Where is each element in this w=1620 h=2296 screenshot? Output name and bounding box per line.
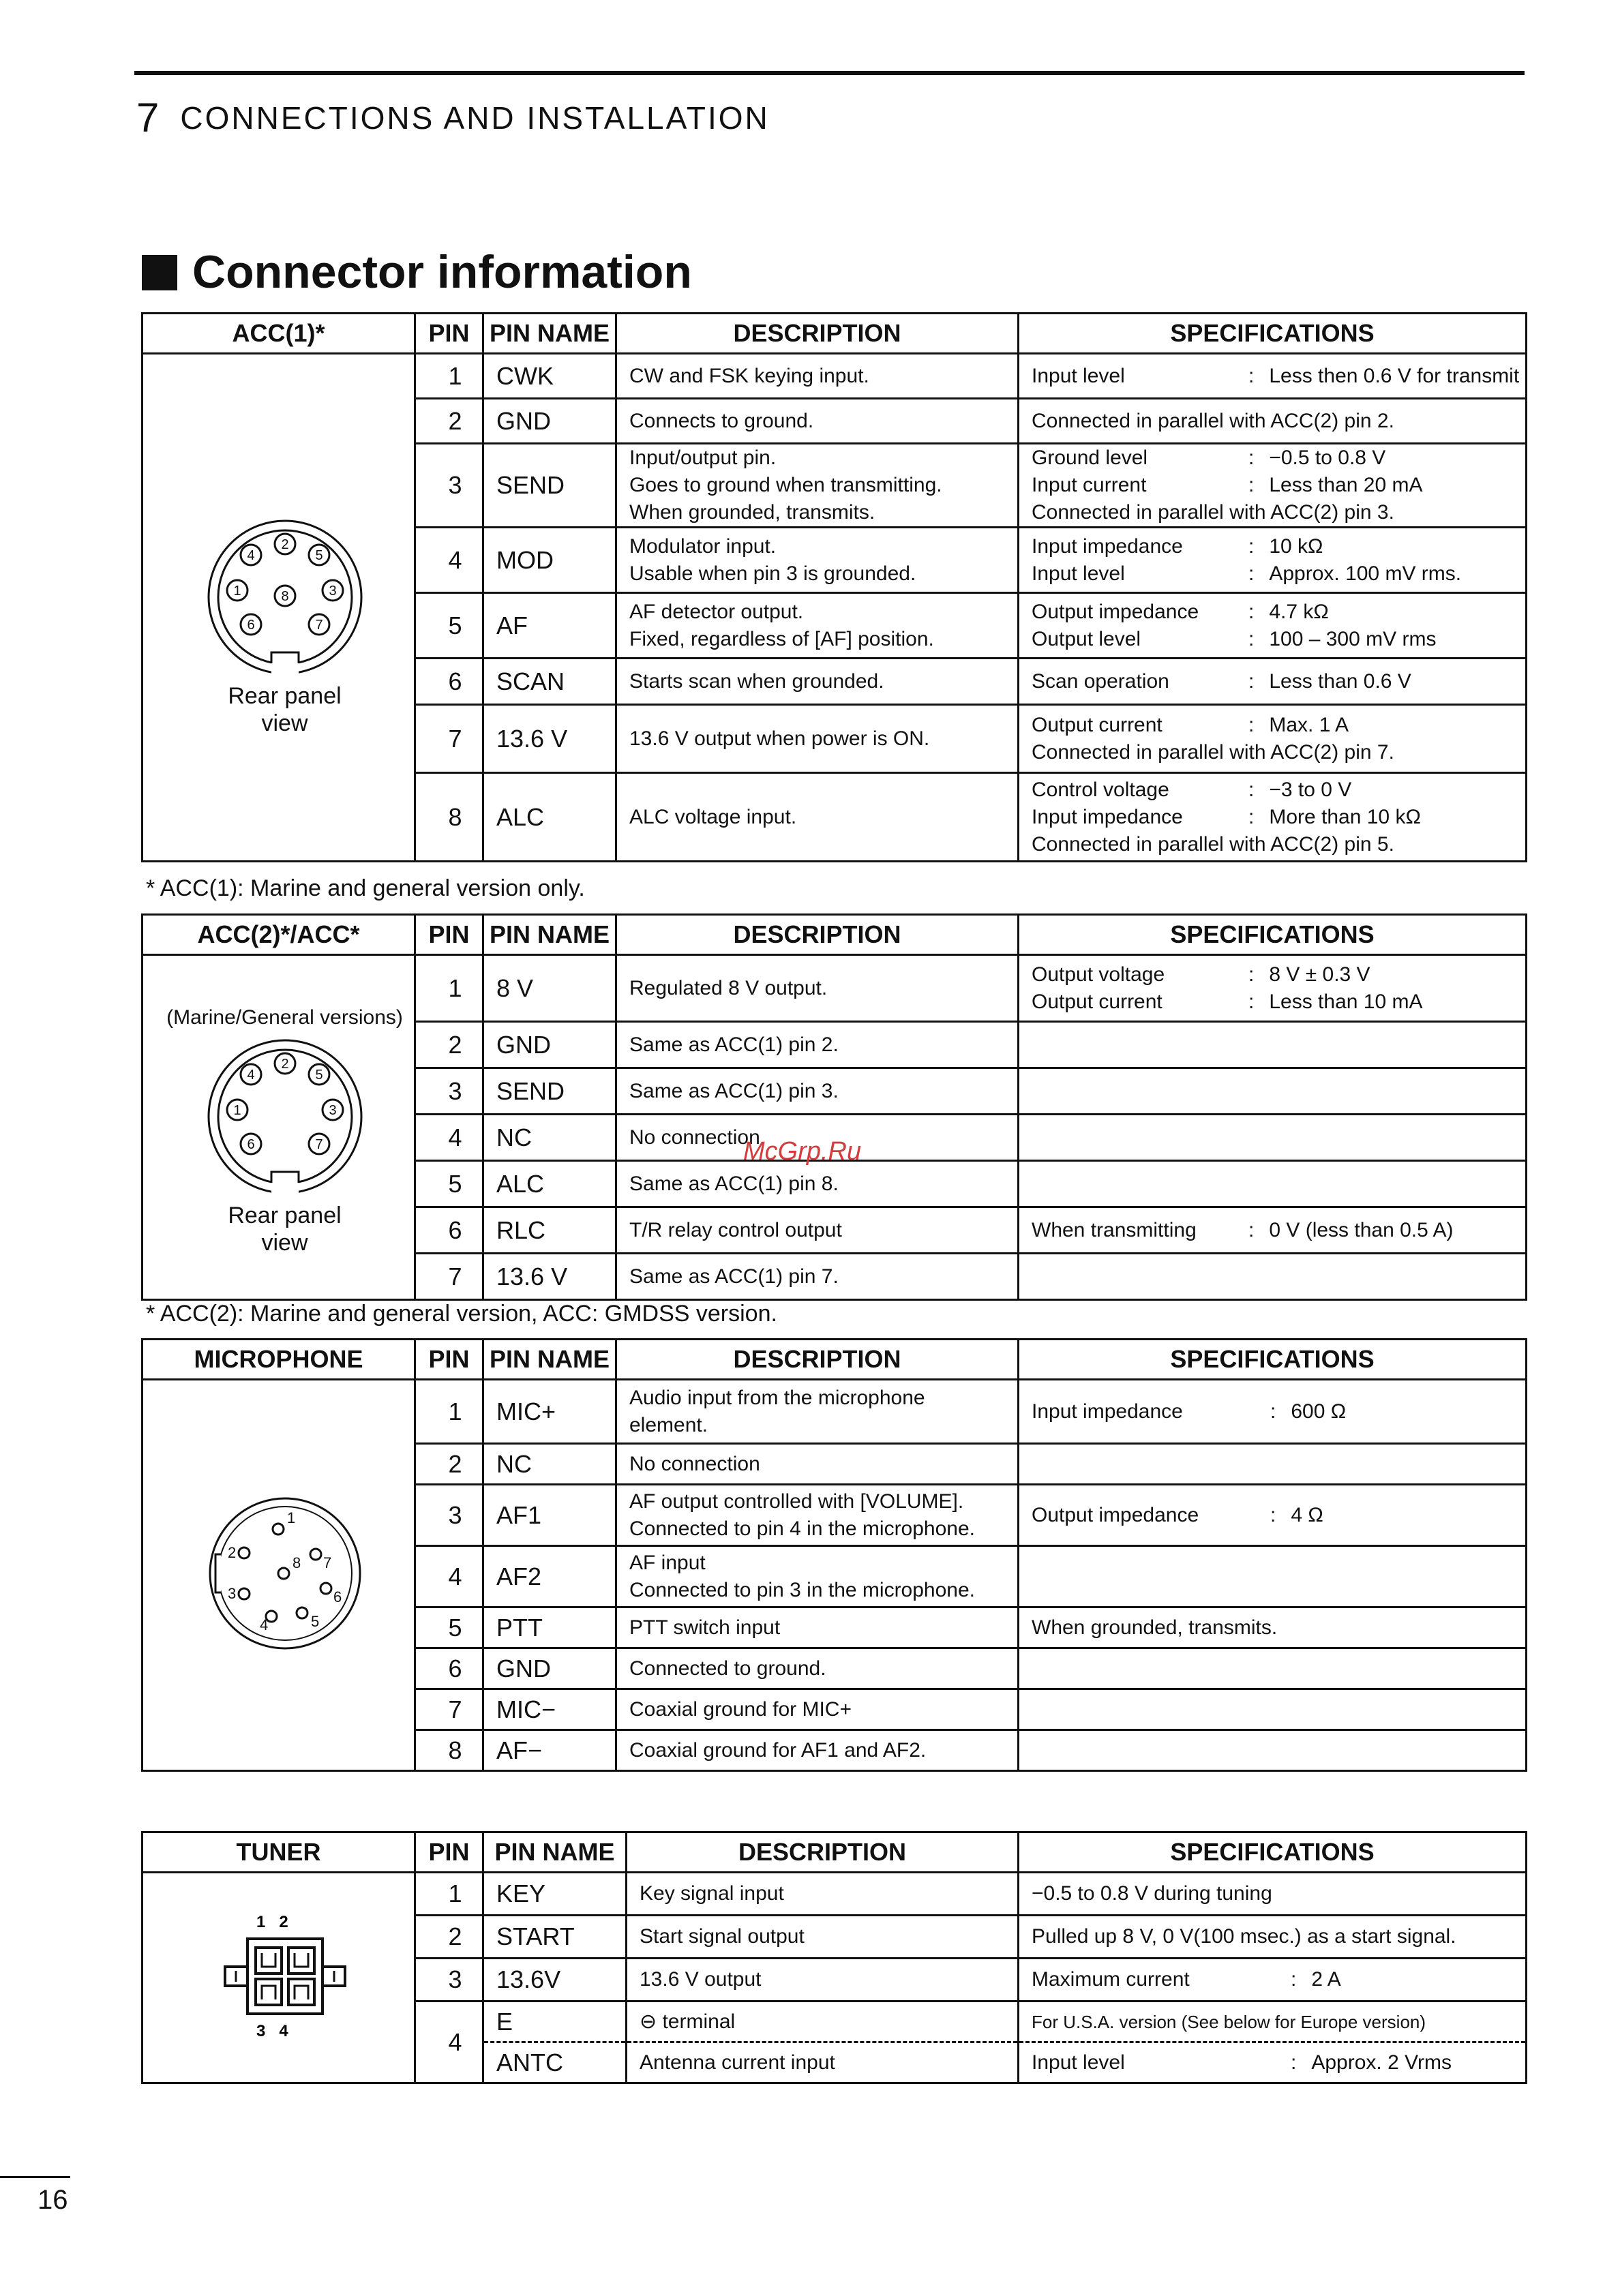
spec-value: More than 10 kΩ [1269, 805, 1421, 828]
pin-number: 2 [415, 1916, 483, 1959]
connector-caption: view [261, 1230, 308, 1256]
spec-label: Output voltage [1032, 963, 1165, 986]
acc1-table [141, 312, 1527, 862]
pin-number: 8 [415, 773, 483, 862]
pin-name: GND [483, 1022, 616, 1068]
watermark: McGrp.Ru [743, 1137, 862, 1166]
pin-number: 3 [415, 444, 483, 528]
svg-text:7: 7 [314, 618, 323, 633]
mic-connector-icon [203, 1492, 367, 1655]
pin-description [616, 1485, 1019, 1546]
pin-description [616, 1254, 1019, 1300]
spec-value: Less than 20 mA [1269, 474, 1423, 496]
pin-description [616, 1380, 1019, 1444]
spec-value: Approx. 2 Vrms [1311, 2051, 1452, 2074]
pin-number: 3 [415, 1959, 483, 2002]
pin-number: 5 [415, 1161, 483, 1207]
description-line: Input/output pin. [629, 447, 777, 469]
pin-name: GND [483, 399, 616, 444]
din-connector-icon [203, 1035, 367, 1198]
pin-number: 1 [415, 1873, 483, 1916]
specification-line: Output level : 100 – 300 mV rms [1032, 626, 1525, 653]
pin-specification [1019, 659, 1527, 705]
pin-description [616, 1607, 1019, 1648]
spec-value: 0 V (less than 0.5 A) [1269, 1218, 1454, 1241]
svg-text:7: 7 [314, 1137, 323, 1152]
spec-value: −0.5 to 0.8 V [1269, 447, 1386, 469]
pin-name: CWK [483, 354, 616, 399]
mic-header-connector: MICROPHONE [142, 1340, 415, 1380]
pin-description [616, 528, 1019, 593]
svg-text:1: 1 [232, 1103, 241, 1118]
tuner-pin-labels-bottom: 3 4 [256, 2021, 288, 2040]
tuner-header-pin: PIN [415, 1832, 483, 1873]
pin-specification: −0.5 to 0.8 V during tuning [1019, 1873, 1527, 1916]
pin-description [616, 444, 1019, 528]
tuner-header-row [142, 1832, 1527, 1873]
pin-description: Start signal output [627, 1916, 1019, 1959]
description-line: CW and FSK keying input. [629, 364, 869, 387]
pin-specification [1019, 354, 1527, 399]
pin-specification [1019, 1730, 1527, 1771]
pin-description [616, 955, 1019, 1022]
acc2-header-specifications: SPECIFICATIONS [1019, 915, 1527, 955]
specification-line: When grounded, transmits. [1032, 1616, 1278, 1639]
description-line: Regulated 8 V output. [629, 976, 828, 999]
pin-number: 7 [415, 1689, 483, 1730]
pin-specification: Maximum current : 2 A [1019, 1959, 1527, 2002]
tuner-table [141, 1831, 1527, 2084]
spec-value: 8 V ± 0.3 V [1269, 963, 1370, 986]
svg-text:3: 3 [227, 1585, 236, 1602]
pin-description [616, 1546, 1019, 1607]
description-line: Connects to ground. [629, 409, 814, 432]
chapter-number: 7 [136, 95, 162, 140]
svg-text:8: 8 [292, 1554, 301, 1571]
description-line: Coaxial ground for AF1 and AF2. [629, 1738, 927, 1762]
description-line: When grounded, transmits. [629, 501, 875, 524]
spec-label: Input impedance [1032, 534, 1183, 558]
spec-value: Max. 1 A [1269, 713, 1349, 736]
spec-value: 100 – 300 mV rms [1269, 627, 1437, 650]
spec-label: Maximum current [1032, 1968, 1190, 1991]
svg-text:5: 5 [314, 548, 323, 563]
mic-header-row [142, 1340, 1527, 1380]
svg-text:6: 6 [246, 618, 255, 633]
connector-caption: view [261, 710, 308, 736]
spec-value: 2 A [1311, 1968, 1341, 1991]
acc1-header-connector: ACC(1)* [142, 314, 415, 354]
svg-text:2: 2 [280, 537, 289, 552]
pin-description [616, 1689, 1019, 1730]
pin-number: 4 [415, 1115, 483, 1161]
pin-description [616, 1022, 1019, 1068]
pin-number: 4 [415, 528, 483, 593]
description-line: AF input [629, 1551, 706, 1574]
pin-name: AF− [483, 1730, 616, 1771]
spec-value: −3 to 0 V [1269, 778, 1352, 801]
description-line: AF output controlled with [VOLUME]. [629, 1490, 964, 1513]
description-line: No connection [629, 1126, 760, 1149]
pin-specification [1019, 1161, 1527, 1207]
pin-number: 4 [415, 2002, 483, 2083]
pin-specification [1019, 1444, 1527, 1485]
description-line: Goes to ground when transmitting. [629, 474, 942, 496]
mic-header-description: DESCRIPTION [616, 1340, 1019, 1380]
pin-description [616, 705, 1019, 773]
tuner-connector-diagram [142, 1873, 415, 2083]
specification-line: Output impedance : 4.7 kΩ [1032, 599, 1525, 626]
header-rule [134, 71, 1525, 75]
pin-name: PTT [483, 1607, 616, 1648]
connector-diagram [142, 1380, 415, 1771]
description-line: Starts scan when grounded. [629, 669, 884, 693]
svg-text:4: 4 [246, 1068, 255, 1083]
pin-description [616, 659, 1019, 705]
pin-description [616, 354, 1019, 399]
description-line: Same as ACC(1) pin 2. [629, 1033, 839, 1056]
tuner-header-pin-name: PIN NAME [483, 1832, 627, 1873]
pin-name: 13.6 V [483, 1254, 616, 1300]
pin-specification [1019, 1607, 1527, 1648]
pin-description [616, 1068, 1019, 1115]
pin-number: 2 [415, 1444, 483, 1485]
pin-description: Key signal input [627, 1873, 1019, 1916]
description-line: 13.6 V output when power is ON. [629, 727, 930, 750]
pin-name: MIC− [483, 1689, 616, 1730]
description-line: Audio input from the microphone [629, 1386, 925, 1409]
svg-text:8: 8 [280, 589, 289, 604]
svg-text:6: 6 [246, 1137, 255, 1152]
description-line: No connection [629, 1452, 760, 1475]
pin-name: SEND [483, 1068, 616, 1115]
pin-number: 1 [415, 1380, 483, 1444]
specification-line: Connected in parallel with ACC(2) pin 3. [1032, 501, 1394, 524]
pin-name: START [483, 1916, 627, 1959]
spec-value: 600 Ω [1291, 1400, 1347, 1423]
svg-text:3: 3 [328, 584, 337, 599]
svg-text:4: 4 [259, 1616, 268, 1633]
pin-name: NC [483, 1444, 616, 1485]
pin-name: RLC [483, 1207, 616, 1254]
pin-number: 7 [415, 1254, 483, 1300]
description-line: element. [629, 1413, 708, 1436]
specification-line: Input level : Approx. 100 mV rms. [1032, 560, 1525, 588]
spec-label: Output impedance [1032, 1503, 1199, 1526]
chapter-title: CONNECTIONS AND INSTALLATION [180, 100, 770, 136]
pin-specification [1019, 1546, 1527, 1607]
specification-line: Output current : Max. 1 A [1032, 712, 1525, 739]
pin-specification [1019, 593, 1527, 659]
specification-line: Ground level : −0.5 to 0.8 V [1032, 444, 1525, 472]
specification-line: Input impedance : 600 Ω [1032, 1398, 1525, 1425]
pin-description [616, 1648, 1019, 1689]
specification-line: Output impedance : 4 Ω [1032, 1502, 1525, 1529]
spec-value: Less than 0.6 V [1269, 669, 1411, 693]
specification-line: Connected in parallel with ACC(2) pin 5. [1032, 832, 1394, 856]
chapter-heading [136, 94, 770, 141]
pin-specification [1019, 1207, 1527, 1254]
pin-specification [1019, 1648, 1527, 1689]
specification-line: Scan operation : Less than 0.6 V [1032, 668, 1525, 695]
pin-number: 6 [415, 1648, 483, 1689]
specification-line: Connected in parallel with ACC(2) pin 2. [1032, 409, 1394, 432]
pin-number: 2 [415, 399, 483, 444]
connector-caption: Rear panel [228, 683, 342, 709]
description-line: ALC voltage input. [629, 805, 797, 828]
spec-value: Approx. 100 mV rms. [1269, 562, 1462, 585]
spec-label: Scan operation [1032, 669, 1169, 693]
tuner-header-connector: TUNER [142, 1832, 415, 1873]
description-line: Coaxial ground for MIC+ [629, 1697, 852, 1721]
pin-description [616, 1730, 1019, 1771]
microphone-table [141, 1338, 1527, 1772]
spec-label: Output level [1032, 627, 1141, 650]
pin-description [616, 1444, 1019, 1485]
svg-text:2: 2 [280, 1057, 289, 1072]
pin-specification [1019, 1022, 1527, 1068]
pin-description [616, 1207, 1019, 1254]
pin-number: 7 [415, 705, 483, 773]
acc1-header-pin: PIN [415, 314, 483, 354]
pin-number: 3 [415, 1068, 483, 1115]
pin-number: 1 [415, 955, 483, 1022]
pin-specification [1019, 705, 1527, 773]
pin-number: 1 [415, 354, 483, 399]
pin-number: 3 [415, 1485, 483, 1546]
connector-diagram [142, 955, 415, 1300]
acc1-header-pin-name: PIN NAME [483, 314, 616, 354]
pin-name: 13.6V [483, 1959, 627, 2002]
spec-value: 10 kΩ [1269, 534, 1323, 558]
pin-description: Antenna current input [627, 2042, 1019, 2083]
specification-line: Input impedance : More than 10 kΩ [1032, 804, 1525, 831]
pin-name: AF2 [483, 1546, 616, 1607]
table-row [142, 955, 1527, 1022]
pin-name: GND [483, 1648, 616, 1689]
specification-line: Input impedance : 10 kΩ [1032, 533, 1525, 560]
description-line: Connected to pin 3 in the microphone. [629, 1578, 975, 1601]
table-row [142, 1380, 1527, 1444]
pin-name: MIC+ [483, 1380, 616, 1444]
acc1-header-row [142, 314, 1527, 354]
svg-text:2: 2 [227, 1544, 236, 1561]
pin-name: SEND [483, 444, 616, 528]
spec-label: Input current [1032, 474, 1147, 496]
spec-value: 4 Ω [1291, 1503, 1323, 1526]
description-line: Connected to pin 4 in the microphone. [629, 1517, 975, 1540]
pin-description [616, 773, 1019, 862]
pin-specification [1019, 955, 1527, 1022]
pin-specification [1019, 1068, 1527, 1115]
spec-label: Input impedance [1032, 805, 1183, 828]
section-title [142, 245, 692, 299]
specification-line: Output voltage : 8 V ± 0.3 V [1032, 961, 1525, 988]
specification-line: When transmitting : 0 V (less than 0.5 A) [1032, 1217, 1525, 1244]
description-line: Same as ACC(1) pin 8. [629, 1172, 839, 1195]
acc2-table [141, 913, 1527, 1301]
spec-label: Input level [1032, 562, 1125, 585]
mic-header-pin-name: PIN NAME [483, 1340, 616, 1380]
pin-name: E [483, 2002, 627, 2042]
spec-label: Ground level [1032, 447, 1148, 469]
pin-description: ⊖ terminal [627, 2002, 1019, 2042]
pin-name: AF1 [483, 1485, 616, 1546]
connector-subcaption: (Marine/General versions) [166, 1006, 403, 1029]
description-line: Usable when pin 3 is grounded. [629, 562, 916, 585]
section-title-text: Connector information [192, 246, 692, 298]
spec-value: Less than 10 mA [1269, 990, 1423, 1013]
pin-number: 6 [415, 659, 483, 705]
footer-rule [0, 2176, 70, 2178]
specification-line: Control voltage : −3 to 0 V [1032, 776, 1525, 804]
tuner-header-description: DESCRIPTION [627, 1832, 1019, 1873]
page-number: 16 [38, 2185, 68, 2215]
acc1-header-description: DESCRIPTION [616, 314, 1019, 354]
connector-caption: Rear panel [228, 1203, 342, 1228]
pin-name: KEY [483, 1873, 627, 1916]
acc2-header-pin-name: PIN NAME [483, 915, 616, 955]
acc2-header-pin: PIN [415, 915, 483, 955]
acc2-header-description: DESCRIPTION [616, 915, 1019, 955]
tuner-connector-icon [210, 1908, 360, 2044]
mic-header-specifications: SPECIFICATIONS [1019, 1340, 1527, 1380]
spec-label: Input impedance [1032, 1400, 1183, 1423]
spec-label: When transmitting [1032, 1218, 1197, 1241]
pin-specification [1019, 1254, 1527, 1300]
din-connector-icon [203, 515, 367, 679]
pin-name: MOD [483, 528, 616, 593]
svg-text:5: 5 [314, 1068, 323, 1083]
pin-number: 6 [415, 1207, 483, 1254]
pin-specification [1019, 773, 1527, 862]
description-line: Fixed, regardless of [AF] position. [629, 627, 934, 650]
svg-text:4: 4 [246, 548, 255, 563]
description-line: Same as ACC(1) pin 3. [629, 1079, 839, 1102]
pin-name: ALC [483, 773, 616, 862]
pin-number: 4 [415, 1546, 483, 1607]
pin-specification [1019, 1485, 1527, 1546]
spec-label: Input level [1032, 2051, 1125, 2074]
pin-name: 8 V [483, 955, 616, 1022]
pin-name: ALC [483, 1161, 616, 1207]
connector-diagram [142, 354, 415, 862]
pin-specification [1019, 1115, 1527, 1161]
specification-line: Input level : Less then 0.6 V for transmit [1032, 363, 1525, 390]
description-line: PTT switch input [629, 1616, 781, 1639]
spec-label: Control voltage [1032, 778, 1169, 801]
description-line: AF detector output. [629, 600, 804, 623]
description-line: Modulator input. [629, 534, 777, 558]
tuner-pin-labels-top: 1 2 [256, 1912, 288, 1931]
pin-name: SCAN [483, 659, 616, 705]
table-row [142, 354, 1527, 399]
tuner-header-specifications: SPECIFICATIONS [1019, 1832, 1527, 1873]
acc1-note: * ACC(1): Marine and general version only. [146, 875, 585, 901]
spec-label: Output current [1032, 713, 1162, 736]
svg-text:6: 6 [333, 1588, 342, 1605]
svg-text:1: 1 [232, 584, 241, 599]
pin-name: ANTC [483, 2042, 627, 2083]
description-line: Connected to ground. [629, 1657, 826, 1680]
acc2-header-row [142, 915, 1527, 955]
pin-description [616, 399, 1019, 444]
pin-specification [1019, 444, 1527, 528]
mic-header-pin: PIN [415, 1340, 483, 1380]
pin-description: 13.6 V output [627, 1959, 1019, 2002]
pin-number: 5 [415, 593, 483, 659]
acc2-header-connector: ACC(2)*/ACC* [142, 915, 415, 955]
svg-text:5: 5 [310, 1613, 319, 1630]
pin-number: 8 [415, 1730, 483, 1771]
pin-name: 13.6 V [483, 705, 616, 773]
pin-number: 2 [415, 1022, 483, 1068]
acc1-header-specifications: SPECIFICATIONS [1019, 314, 1527, 354]
pin-specification: Input level : Approx. 2 Vrms [1019, 2042, 1527, 2083]
svg-text:1: 1 [286, 1509, 295, 1526]
specification-line: Output current : Less than 10 mA [1032, 988, 1525, 1016]
section-bullet-icon [142, 255, 177, 290]
pin-specification: Pulled up 8 V, 0 V(100 msec.) as a start signal. [1019, 1916, 1527, 1959]
spec-label: Output current [1032, 990, 1162, 1013]
pin-number: 5 [415, 1607, 483, 1648]
specification-line: Connected in parallel with ACC(2) pin 7. [1032, 740, 1394, 764]
description-line: Same as ACC(1) pin 7. [629, 1265, 839, 1288]
spec-label: Input level [1032, 364, 1125, 387]
spec-value: Less then 0.6 V for transmit [1269, 364, 1520, 387]
pin-specification: For U.S.A. version (See below for Europe version) [1019, 2002, 1527, 2042]
pin-specification [1019, 528, 1527, 593]
pin-specification [1019, 1380, 1527, 1444]
svg-text:3: 3 [328, 1103, 337, 1118]
acc2-note: * ACC(2): Marine and general version, ACC: GMDSS version. [146, 1301, 777, 1327]
pin-name: AF [483, 593, 616, 659]
spec-value: 4.7 kΩ [1269, 600, 1329, 623]
description-line: T/R relay control output [629, 1218, 842, 1241]
pin-specification [1019, 1689, 1527, 1730]
spec-label: Output impedance [1032, 600, 1199, 623]
pin-name: NC [483, 1115, 616, 1161]
svg-text:7: 7 [322, 1554, 331, 1571]
table-row [142, 1873, 1527, 1916]
specification-line: Input current : Less than 20 mA [1032, 472, 1525, 499]
pin-specification [1019, 399, 1527, 444]
pin-description [616, 1161, 1019, 1207]
pin-description [616, 593, 1019, 659]
